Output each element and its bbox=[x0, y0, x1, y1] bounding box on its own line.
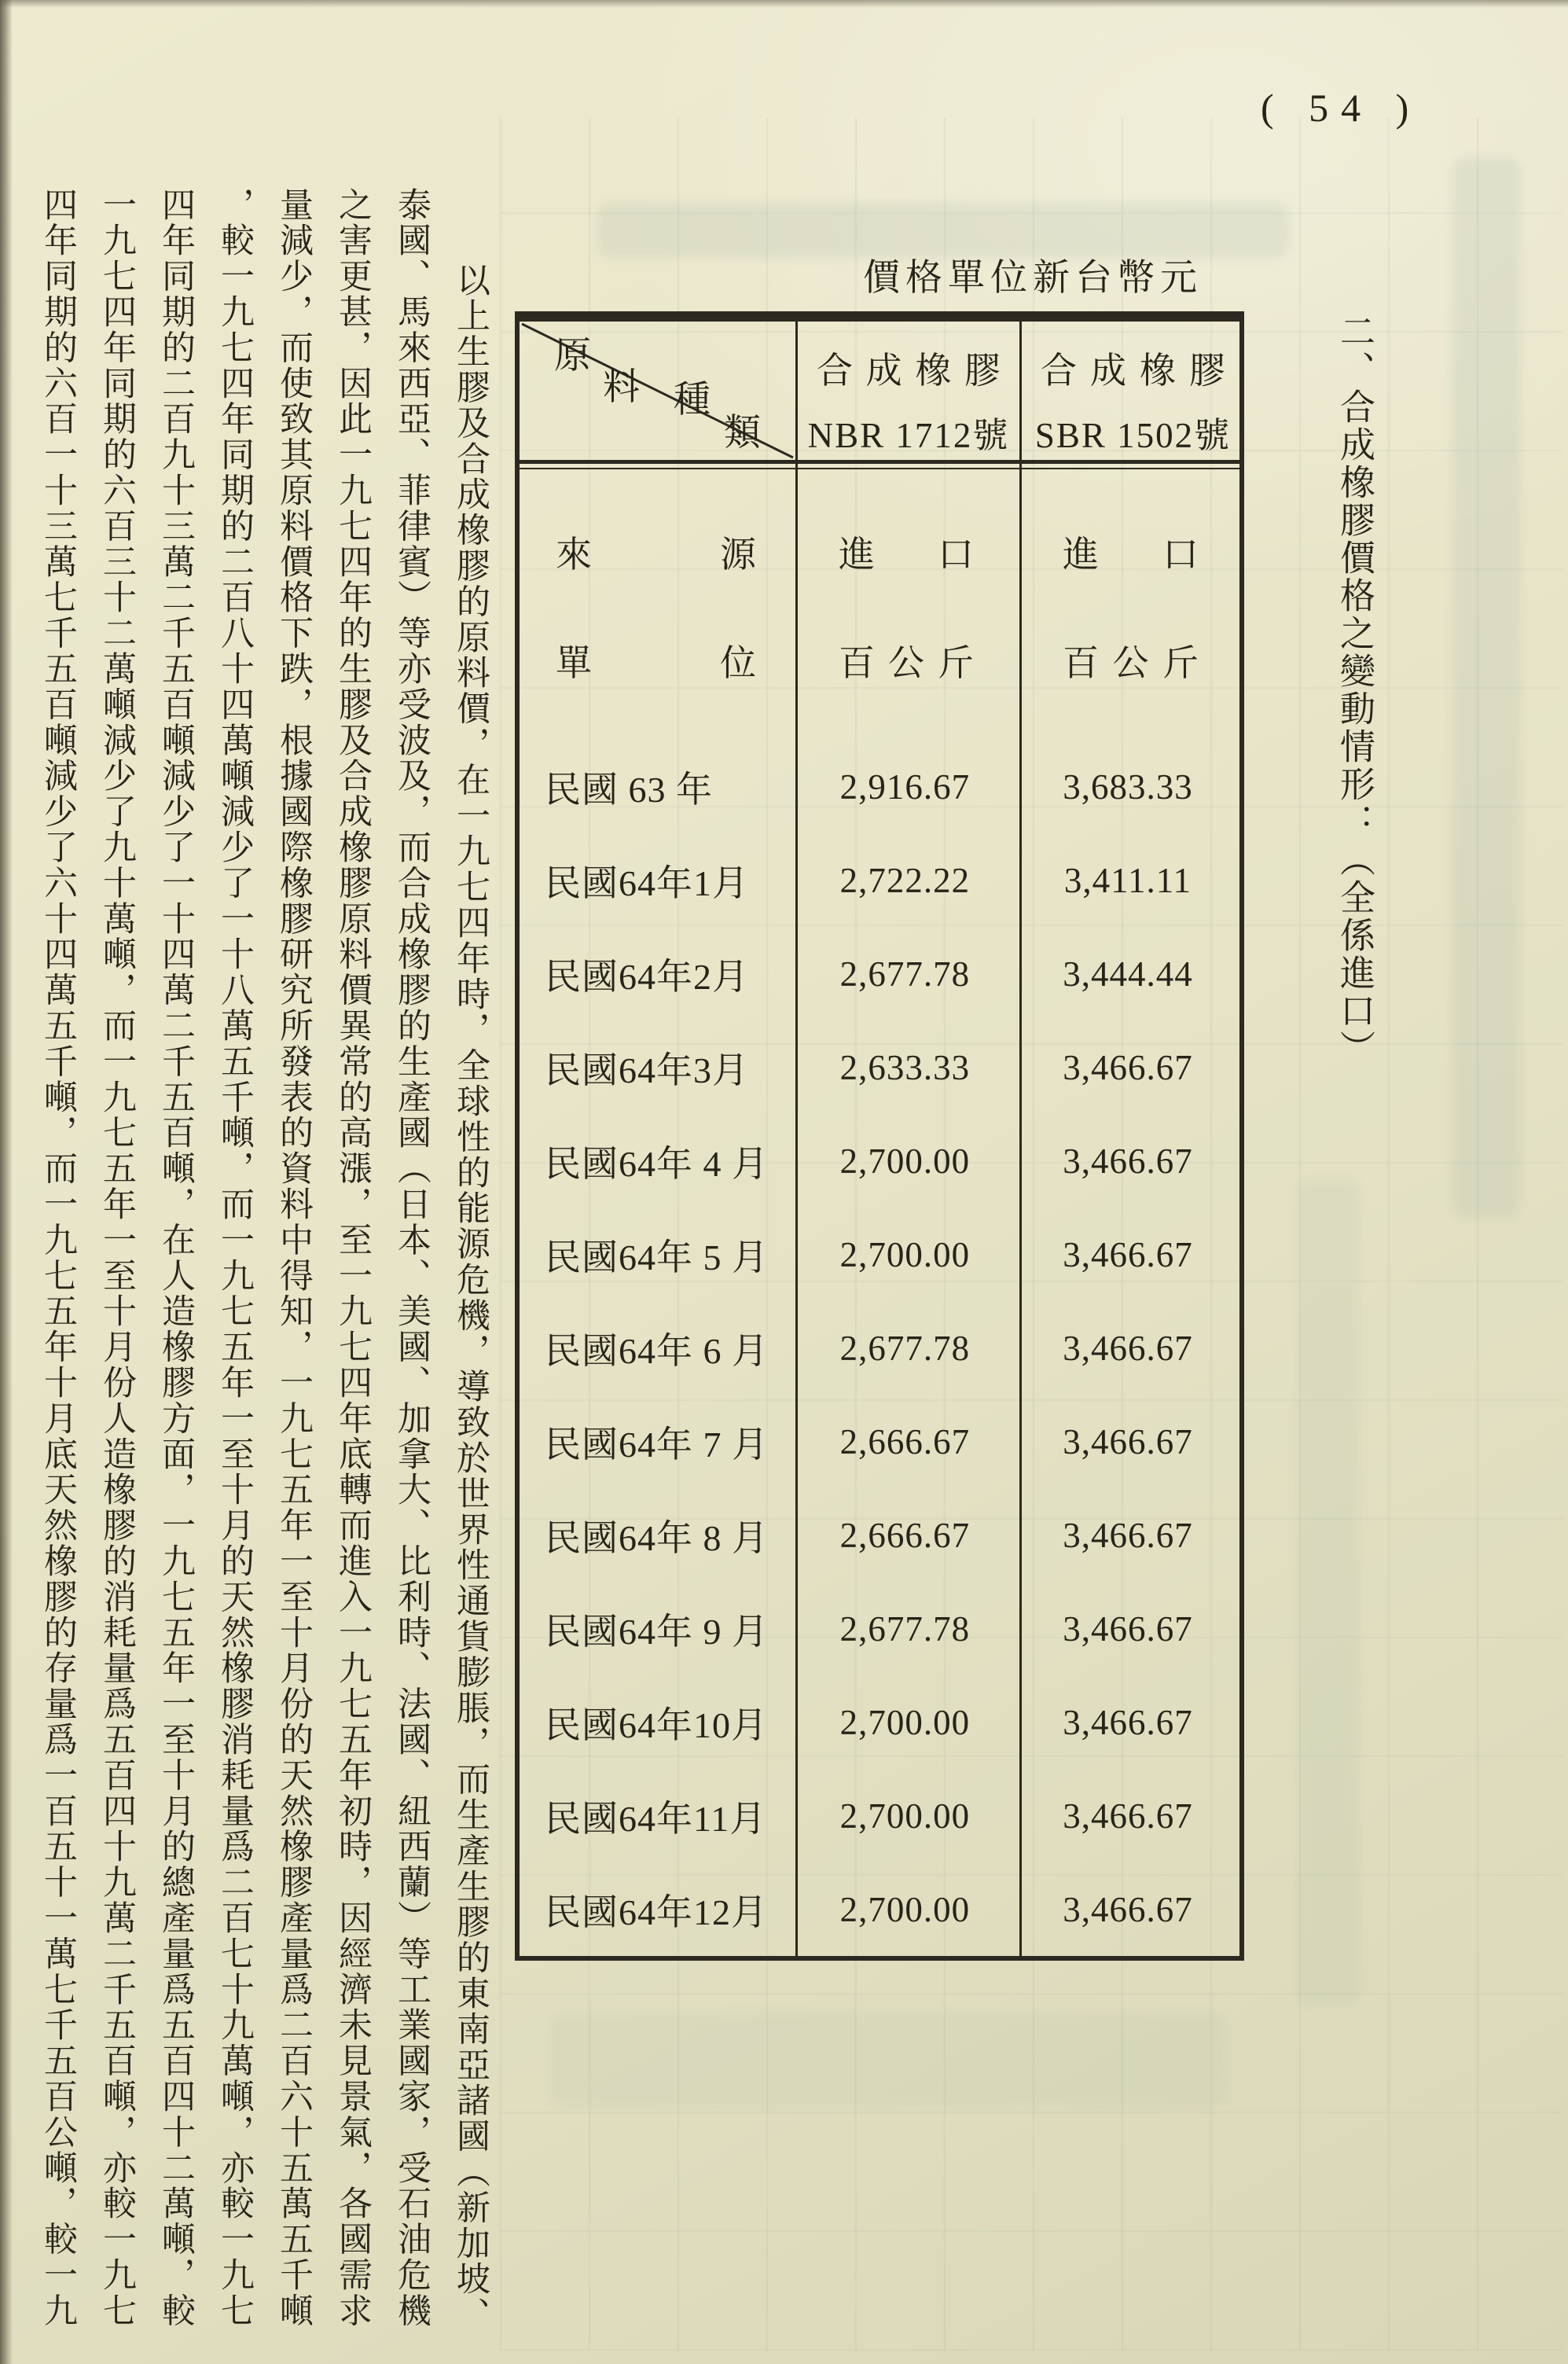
sbr-column-title: 合成橡膠 bbox=[1041, 351, 1225, 391]
import-label: 進口 bbox=[1063, 535, 1199, 575]
sbr-grade-label: SBR 1502號 bbox=[1034, 416, 1232, 455]
table-header-row bbox=[520, 322, 1239, 460]
bleed-smudge bbox=[550, 2013, 1226, 2107]
table-row bbox=[520, 1020, 1239, 1114]
source-label: 來源 bbox=[556, 535, 756, 575]
nbr-price-value: 2,666.67 bbox=[839, 1421, 971, 1461]
row-period-label: 民國64年 5 月 bbox=[545, 1237, 769, 1278]
body-text-column: 以上生膠及合成橡膠的原料價，在一九七四年時，全球性的能源危機，導致於世界性通貨膨脹，而生產生膠的東南亞諸國（新加坡、 bbox=[452, 263, 489, 2333]
corner-char: 料 bbox=[603, 367, 640, 408]
sbr-price-value: 3,466.67 bbox=[1063, 1796, 1193, 1836]
bleed-smudge bbox=[1297, 1179, 1360, 2005]
table-row bbox=[520, 1395, 1239, 1488]
nbr-price-value: 2,700.00 bbox=[839, 1889, 971, 1929]
nbr-price-value: 2,666.67 bbox=[839, 1515, 971, 1555]
page-top-shadow bbox=[0, 0, 1568, 8]
table-row bbox=[520, 740, 1239, 833]
row-period-label: 民國64年 7 月 bbox=[545, 1424, 769, 1465]
nbr-price-value: 2,700.00 bbox=[839, 1796, 971, 1836]
body-text-column: ，較一九七四年同期的二百八十四萬噸減少了一十八萬五千噸，而一九七五年一至十月的天然橡膠消耗量爲二百七十九萬噸，亦較一九七 bbox=[216, 187, 253, 2329]
table-row bbox=[520, 1582, 1239, 1675]
sbr-price-value: 3,411.11 bbox=[1063, 860, 1192, 900]
nbr-price-value: 2,916.67 bbox=[839, 767, 971, 807]
table-row bbox=[520, 1114, 1239, 1208]
row-period-label: 民國64年 4 月 bbox=[545, 1143, 769, 1184]
sbr-price-value: 3,466.67 bbox=[1063, 1328, 1193, 1368]
body-text-column: 之害更甚，因此一九七四年的生膠及合成橡膠原料價異常的高漲，至一九七四年底轉而進入一九七五年初時，因經濟未見景氣，各國需求 bbox=[334, 187, 371, 2329]
import-label: 進口 bbox=[839, 535, 974, 575]
row-period-label: 民國 63 年 bbox=[545, 769, 713, 810]
sbr-import-header-cell bbox=[1022, 474, 1244, 740]
sbr-price-value: 3,466.67 bbox=[1063, 1047, 1193, 1087]
row-period-label: 民國64年 8 月 bbox=[545, 1517, 769, 1558]
sbr-price-value: 3,466.67 bbox=[1063, 1141, 1193, 1181]
price-unit-note: 價格單位新台幣元 bbox=[863, 258, 1203, 299]
nbr-price-value: 2,722.22 bbox=[839, 860, 971, 900]
sbr-price-value: 3,683.33 bbox=[1063, 767, 1193, 807]
table-subheader-row bbox=[520, 474, 1239, 740]
table-body bbox=[520, 740, 1239, 1956]
price-table bbox=[515, 311, 1244, 1961]
per-100kg-label: 百公斤 bbox=[839, 643, 974, 683]
row-period-label: 民國64年11月 bbox=[545, 1798, 767, 1839]
page-number: ( 54 ) bbox=[1261, 86, 1422, 130]
nbr-price-value: 2,700.00 bbox=[839, 1234, 971, 1274]
row-period-label: 民國64年12月 bbox=[545, 1892, 768, 1932]
nbr-grade-label: NBR 1712號 bbox=[807, 416, 1010, 455]
nbr-column-title: 合成橡膠 bbox=[817, 351, 1001, 391]
corner-char: 類 bbox=[724, 413, 761, 454]
table-row bbox=[520, 1301, 1239, 1395]
corner-char: 原 bbox=[554, 336, 591, 377]
nbr-price-value: 2,677.78 bbox=[839, 1608, 971, 1649]
table-row bbox=[520, 927, 1239, 1020]
table-row bbox=[520, 833, 1239, 927]
body-text-column: 四年同期的六百一十三萬七千五百噸減少了六十四萬五千噸，而一九七五年十月底天然橡膠的存量爲一百五十一萬七千五百公噸，較一九 bbox=[39, 187, 76, 2329]
table-row bbox=[520, 1862, 1239, 1956]
nbr-price-value: 2,700.00 bbox=[839, 1141, 971, 1181]
body-text-column: 一九七四年同期的六百三十二萬噸減少了九十萬噸，而一九七五年一至十月份人造橡膠的消耗量爲五百四十九萬二千五百噸，亦較一九七 bbox=[98, 187, 135, 2329]
unit-label: 單位 bbox=[556, 643, 756, 683]
table-row bbox=[520, 1488, 1239, 1582]
nbr-import-header-cell bbox=[798, 474, 1019, 740]
nbr-column-header bbox=[798, 322, 1019, 460]
row-period-label: 民國64年2月 bbox=[545, 956, 749, 997]
sbr-price-value: 3,466.67 bbox=[1063, 1608, 1193, 1649]
table-row bbox=[520, 1208, 1239, 1301]
sbr-price-value: 3,466.67 bbox=[1063, 1515, 1193, 1555]
row-period-label: 民國64年 9 月 bbox=[545, 1611, 769, 1652]
row-period-label: 民國64年3月 bbox=[545, 1050, 749, 1090]
nbr-price-value: 2,633.33 bbox=[839, 1047, 971, 1087]
sbr-price-value: 3,444.44 bbox=[1063, 954, 1193, 994]
body-text-column: 泰國、馬來西亞、菲律賓）等亦受波及，而合成橡膠的生產國（日本、美國、加拿大、比利時、法國、紐西蘭）等工業國家，受石油危機 bbox=[393, 187, 430, 2329]
source-unit-header-cell bbox=[520, 474, 795, 740]
sbr-price-value: 3,466.67 bbox=[1063, 1889, 1193, 1929]
row-period-label: 民國64年1月 bbox=[545, 862, 749, 903]
sbr-price-value: 3,466.67 bbox=[1063, 1421, 1193, 1461]
double-rule bbox=[515, 460, 1244, 472]
bleed-smudge bbox=[1452, 157, 1520, 1219]
row-period-label: 民國64年 6 月 bbox=[545, 1330, 769, 1371]
page-edge-shadow bbox=[0, 0, 13, 2364]
sbr-column-header bbox=[1022, 322, 1244, 460]
corner-header-cell bbox=[520, 322, 795, 460]
table-row bbox=[520, 1769, 1239, 1862]
nbr-price-value: 2,700.00 bbox=[839, 1702, 971, 1742]
corner-char: 種 bbox=[674, 380, 711, 421]
sbr-price-value: 3,466.67 bbox=[1063, 1702, 1193, 1742]
body-text-column: 四年同期的二百九十三萬二千五百噸減少了一十四萬二千五百噸，在人造橡膠方面，一九七五年一至十月的總產量爲五百四十二萬噸，較 bbox=[157, 187, 194, 2329]
nbr-price-value: 2,677.78 bbox=[839, 954, 971, 994]
per-100kg-label: 百公斤 bbox=[1063, 643, 1199, 683]
nbr-price-value: 2,677.78 bbox=[839, 1328, 971, 1368]
body-text-column: 量減少，而使致其原料價格下跌，根據國際橡膠研究所發表的資料中得知，一九七五年一至十月份的天然橡膠產量爲二百六十五萬五千噸 bbox=[275, 187, 312, 2329]
table-row bbox=[520, 1675, 1239, 1769]
section-heading: 二、合成橡膠價格之變動情形：（全係進口） bbox=[1335, 313, 1374, 1068]
sbr-price-value: 3,466.67 bbox=[1063, 1234, 1193, 1274]
row-period-label: 民國64年10月 bbox=[545, 1704, 768, 1745]
